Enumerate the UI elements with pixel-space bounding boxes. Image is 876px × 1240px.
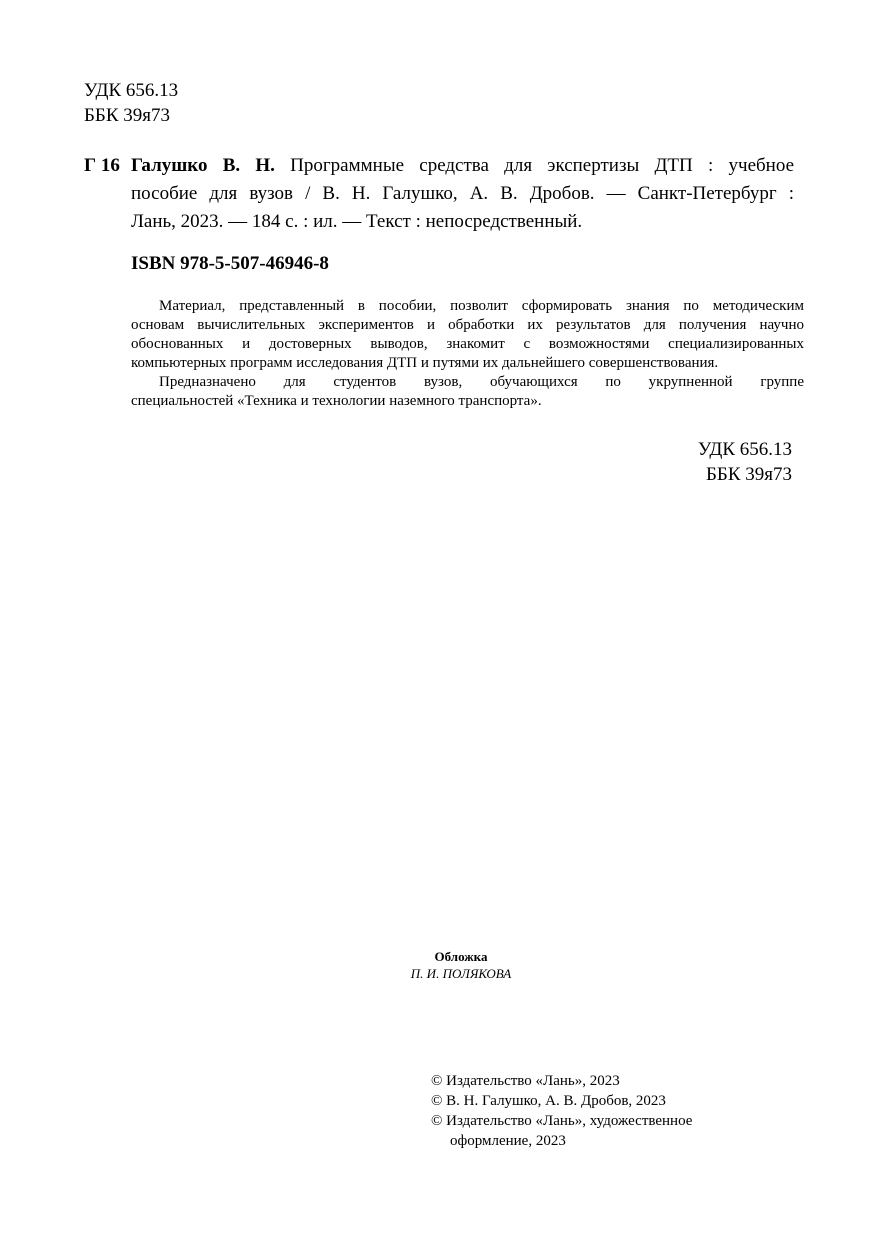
bib-author: Галушко В. Н.: [131, 155, 275, 176]
cover-label: Обложка: [434, 949, 488, 964]
annotation-line: специальностей «Техника и технологии наземного транспорта».: [131, 393, 542, 409]
annotation: [131, 297, 804, 411]
classification-bottom: [698, 437, 792, 487]
bib-title: Программные средства для экспертизы ДТП : учебное: [274, 155, 795, 176]
annotation-line: Материал, представленный в пособии, позволит сформировать знания по методическим: [159, 298, 804, 314]
classification-top: [84, 78, 178, 128]
copyright-line: © В. Н. Галушко, А. В. Дробов, 2023: [431, 1093, 666, 1109]
copyright-block: [431, 1071, 692, 1151]
copyright-line: © Издательство «Лань», художественное: [431, 1113, 693, 1129]
isbn: ISBN 978-5-507-46946-8: [131, 253, 329, 274]
copyright-line: оформление, 2023: [450, 1133, 566, 1149]
bib-entry-line-3: Лань, 2023. — 184 с. : ил. — Текст : непосредственный.: [131, 211, 583, 232]
annotation-line: Предназначено для студентов вузов, обучающихся по укрупненной группе: [159, 374, 804, 390]
udk-code: УДК 656.13: [697, 439, 792, 460]
annotation-line: компьютерных программ исследования ДТП и путями их дальнейшего совершенствования.: [131, 355, 719, 371]
bib-entry: [131, 152, 794, 236]
bib-index: Г 16: [84, 155, 120, 176]
annotation-line: обоснованных и достоверных выводов, знакомит с возможностями специализированных: [131, 336, 804, 352]
copyright-line: © Издательство «Лань», 2023: [431, 1073, 620, 1089]
cover-designer: П. И. ПОЛЯКОВА: [410, 966, 512, 981]
bib-entry-line-2: пособие для вузов / В. Н. Галушко, А. В. Дробов. — Санкт-Петербург :: [131, 183, 794, 204]
bbk-code: ББК 39я73: [84, 105, 170, 126]
udk-code: УДК 656.13: [84, 80, 179, 101]
annotation-line: основам вычислительных экспериментов и обработки их результатов для получения научно: [131, 317, 804, 333]
bbk-code: ББК 39я73: [706, 464, 792, 485]
cover-credit: [0, 948, 876, 982]
bib-entry-line-1: [131, 152, 794, 180]
